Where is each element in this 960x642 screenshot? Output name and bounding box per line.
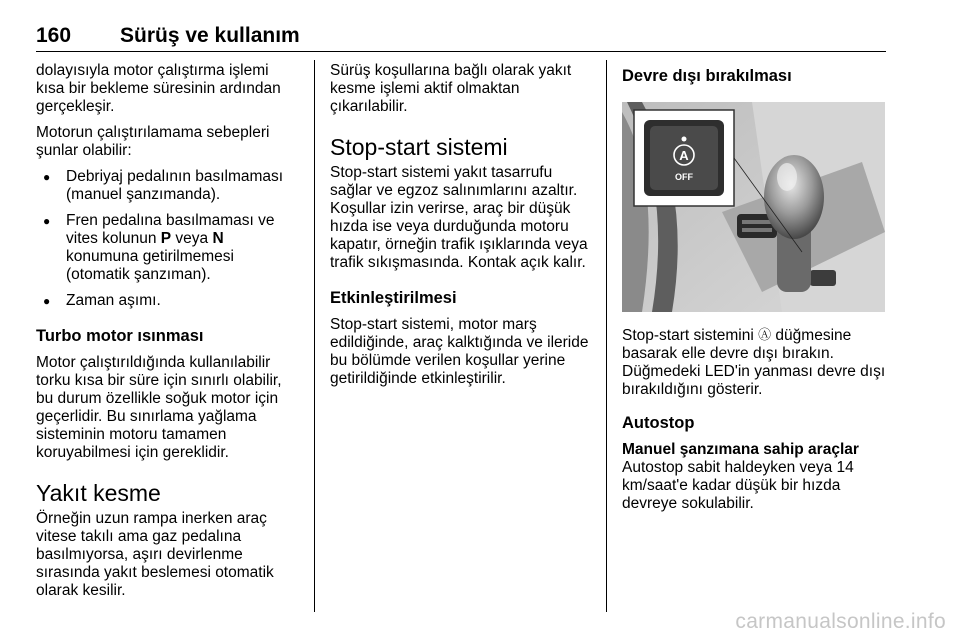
list-item: ● Fren pedalına basılmaması ve vites kolunun P veya N konumuna getirilmemesi (otomatik şanzıman). [36, 212, 298, 284]
off-label: OFF [675, 172, 693, 182]
paragraph: Sürüş koşullarına bağlı olarak yakıt kesme işlemi aktif olmaktan çıkarılabilir. [330, 62, 572, 115]
console-illustration [622, 102, 885, 312]
section-title: Stop-start sistemi [330, 134, 508, 160]
paragraph: Autostop sabit haldeyken veya 14 km/saat'e kadar düşük bir hızda devreye sokulabilir. [622, 459, 854, 512]
page-header [36, 22, 886, 52]
column-3 [622, 64, 886, 521]
section-heading: Devre dışı bırakılması [622, 67, 792, 85]
section-title: Yakıt kesme [36, 480, 161, 506]
chapter-title: Sürüş ve kullanım [120, 24, 300, 47]
svg-text:A: A [679, 148, 689, 163]
stop-start-icon: Ⓐ [758, 327, 772, 342]
watermark: carmanualsonline.info [735, 610, 946, 633]
bullet-list [36, 168, 298, 310]
column-divider [606, 60, 607, 612]
paragraph: Motor çalıştırıldığında kullanılabilir torku kısa bir süre için sınırlı olabilir, bu durum özellikle soğuk motor için geçerlidir. Bu sınırlama yağlama sisteminin motoru tamamen koruyabilmesi için gereklidir. [36, 354, 282, 461]
paragraph: Motorun çalıştırılamama sebepleri şunlar olabilir: [36, 124, 270, 159]
paragraph: Örneğin uzun rampa inerken araç vitese takılı ama gaz pedalına basılmıyorsa, aşırı devirlenme sırasında yakıt beslemesi otomatik olarak kesilir. [36, 510, 274, 599]
page-number: 160 [36, 24, 72, 47]
paragraph: Stop-start sistemi, motor marş edildiğinde, araç kalktığında ve ileride bu bölümde verilen koşullar yerine getirildiğinde etkinleştirilir. [330, 316, 589, 387]
section-heading: Turbo motor ısınması [36, 327, 204, 345]
list-item: ● Zaman aşımı. [36, 292, 298, 310]
column-2 [330, 62, 594, 396]
section-heading: Autostop [622, 414, 695, 432]
list-item: ● Debriyaj pedalının basılmaması (manuel şanzımanda). [36, 168, 298, 204]
stop-start-button-photo [622, 102, 885, 312]
column-1 [36, 62, 298, 608]
paragraph: Stop-start sistemi yakıt tasarrufu sağlar ve egzoz salınımlarını azaltır. Koşullar izin verirse, araç bir düşük hızda ise veya durduğunda motoru kapatır, örneğin trafik ışıklarında veya trafik sıkışmasında. Kontak açık kalır. [330, 164, 588, 271]
column-divider [314, 60, 315, 612]
paragraph: Stop-start sistemini Ⓐ düğmesine basarak elle devre dışı bırakın. Düğmedeki LED'in yanması devre dışı bırakıldığını gösterir. [622, 327, 886, 398]
subsection-heading: Manuel şanzımana sahip araçlar [622, 441, 859, 458]
paragraph: dolayısıyla motor çalıştırma işlemi kısa bir bekleme süresinin ardından gerçekleşir. [36, 62, 281, 115]
section-heading: Etkinleştirilmesi [330, 289, 457, 307]
